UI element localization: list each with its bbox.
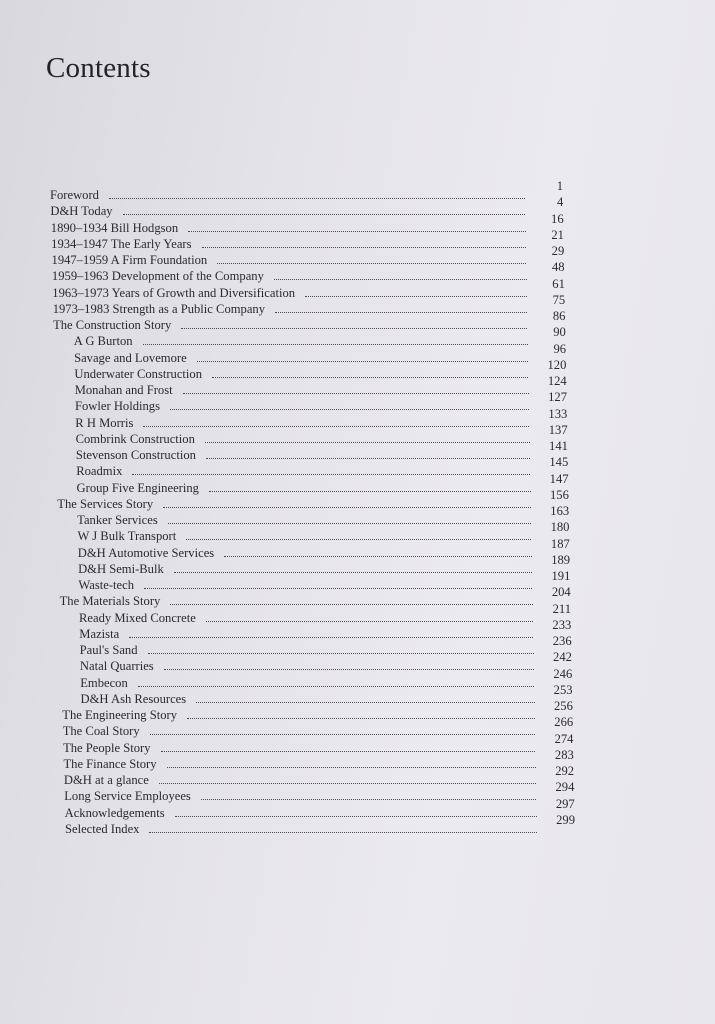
toc-entry [51, 236, 526, 252]
toc-entry-title: Paul's Sand [79, 643, 138, 657]
toc-page-number: 246 [553, 666, 573, 681]
toc-entry-title: A G Burton [73, 334, 133, 349]
toc-entry [80, 675, 534, 691]
toc-leader-dots [164, 669, 534, 670]
toc-page-number: 233 [552, 617, 572, 632]
toc-entry [74, 350, 528, 366]
toc-leader-dots [148, 653, 534, 654]
toc-leader-dots [144, 588, 532, 589]
toc-entry [74, 366, 528, 382]
toc-entry [81, 691, 535, 707]
toc-page-number: 242 [553, 650, 572, 665]
toc-page-number: 236 [552, 634, 572, 648]
toc-entry-title: The People Story [63, 740, 151, 755]
toc-entry-title: The Services Story [57, 496, 154, 511]
toc-entry-title: 1973–1983 Strength as a Public Company [52, 301, 266, 316]
toc-entry-title: D&H at a glance [63, 773, 149, 787]
toc-leader-dots [167, 767, 536, 768]
toc-entry-title: Roadmix [76, 464, 123, 479]
toc-leader-dots [150, 734, 536, 735]
toc-page-number: 147 [549, 471, 569, 486]
toc-leader-dots [196, 702, 534, 703]
toc-entry [75, 415, 529, 431]
toc-page-number: 189 [551, 552, 571, 567]
toc-entry-title: The Construction Story [53, 318, 172, 332]
toc-entry [77, 512, 531, 528]
toc-page-number: 163 [550, 504, 570, 518]
toc-entry [77, 480, 531, 496]
toc-leader-dots [209, 491, 531, 492]
toc-entry-title: Selected Index [65, 821, 140, 836]
toc-leader-dots [175, 816, 537, 817]
toc-leader-dots [168, 523, 531, 524]
toc-page-number: 48 [551, 260, 565, 275]
toc-entry-title: W J Bulk Transport [77, 529, 177, 544]
toc-entry-title: Tanker Services [77, 513, 158, 527]
toc-entry [80, 658, 534, 674]
toc-entry-title: D&H Automotive Services [77, 545, 215, 560]
toc-page-number: 297 [555, 796, 575, 811]
toc-leader-dots [181, 328, 527, 329]
toc-page-number: 253 [553, 682, 573, 697]
toc-entry [52, 252, 527, 268]
toc-page-number: 86 [552, 309, 566, 323]
toc-entry-title: Waste-tech [78, 578, 135, 592]
toc-leader-dots [161, 751, 536, 752]
toc-entry [53, 317, 527, 333]
toc-page-number: 211 [552, 601, 571, 616]
toc-page-number: 124 [547, 374, 567, 388]
toc-leader-dots [174, 572, 532, 573]
toc-entry-title: Foreword [50, 188, 99, 202]
toc-entry [78, 561, 532, 577]
toc-entry-title: Monahan and Frost [74, 383, 173, 397]
page-title: Contents [46, 52, 151, 84]
toc-entry-title: 1890–1934 Bill Hodgson [50, 220, 179, 235]
toc-entry-title: Combrink Construction [75, 431, 195, 446]
toc-entry-title: The Engineering Story [62, 708, 178, 722]
toc-entry [75, 382, 529, 398]
toc-entry-title: Acknowledgements [64, 805, 165, 820]
toc-leader-dots [183, 393, 529, 394]
toc-page-number: 133 [548, 406, 568, 421]
toc-page-number: 1 [556, 179, 563, 193]
toc-page-number: 29 [551, 244, 565, 258]
toc-page-number: 187 [550, 536, 570, 551]
toc-page-number: 274 [554, 731, 574, 746]
toc-leader-dots [109, 198, 525, 199]
toc-entry-title: Mazista [79, 626, 120, 641]
toc-entry-title: R H Morris [75, 415, 134, 430]
toc-leader-dots [170, 604, 532, 605]
toc-leader-dots [186, 539, 531, 540]
toc-entry [50, 187, 525, 203]
toc-leader-dots [197, 361, 528, 362]
toc-leader-dots [187, 718, 535, 719]
toc-leader-dots [206, 621, 533, 622]
toc-leader-dots [149, 832, 537, 833]
toc-page-number: 141 [549, 439, 568, 453]
toc-entry [65, 821, 537, 837]
toc-leader-dots [159, 783, 536, 784]
toc-page-number: 180 [550, 520, 570, 535]
toc-entry [78, 545, 532, 561]
toc-page-number: 191 [551, 569, 571, 583]
toc-leader-dots [202, 247, 526, 248]
toc-entry-title: Long Service Employees [64, 789, 191, 804]
toc-page-number: 96 [553, 341, 567, 356]
toc-entry-title: The Finance Story [63, 756, 157, 771]
toc-entry-title: Stevenson Construction [75, 448, 196, 462]
toc-leader-dots [224, 556, 532, 557]
toc-page-number: 256 [553, 699, 573, 713]
toc-entry-title: Natal Quarries [79, 659, 154, 674]
toc-entry [77, 528, 531, 544]
toc-leader-dots [129, 637, 533, 638]
toc-leader-dots [217, 263, 526, 264]
toc-entry [64, 772, 536, 788]
toc-entry-title: Embecon [80, 675, 128, 690]
toc-entry [79, 610, 533, 626]
toc-entry [79, 626, 533, 642]
toc-entry [75, 398, 529, 414]
toc-entry-title: 1963–1973 Years of Growth and Diversification [52, 285, 296, 300]
toc-page-number: 292 [555, 764, 575, 778]
toc-entry [50, 203, 525, 219]
toc-leader-dots [275, 312, 527, 313]
toc-entry [78, 577, 532, 593]
toc-page-number: 283 [554, 747, 574, 762]
toc-entry [52, 285, 527, 301]
toc-leader-dots [212, 377, 528, 378]
toc-entry [52, 268, 527, 284]
toc-page-number: 4 [557, 195, 564, 210]
toc-page-number: 204 [551, 585, 571, 600]
toc-entry [76, 431, 530, 447]
toc-leader-dots [305, 296, 527, 297]
toc-entry [74, 333, 528, 349]
toc-entry-title: D&H Ash Resources [80, 691, 187, 706]
toc-page-number: 16 [551, 211, 564, 226]
toc-leader-dots [143, 426, 529, 427]
toc-page-number: 137 [548, 422, 568, 437]
toc-entry [80, 642, 534, 658]
toc-entry-title: D&H Semi-Bulk [78, 561, 164, 576]
toc-page-number: 156 [549, 487, 569, 502]
toc-page-number: 21 [551, 227, 564, 242]
toc-entry-title: Group Five Engineering [76, 480, 199, 495]
toc-entry-title: 1959–1963 Development of the Company [51, 269, 264, 284]
toc-leader-dots [143, 344, 528, 345]
toc-page-number: 120 [547, 357, 567, 372]
toc-entry-title: The Coal Story [62, 724, 140, 739]
toc-entry [63, 740, 535, 756]
toc-entry [57, 496, 531, 512]
toc-page-number: 294 [555, 780, 575, 795]
toc-entry-title: Savage and Lovemore [74, 350, 187, 365]
toc-leader-dots [188, 231, 525, 232]
toc-leader-dots [132, 474, 530, 475]
toc-leader-dots [206, 458, 530, 459]
toc-entry [60, 593, 533, 609]
toc-entry [65, 805, 537, 821]
toc-entry-title: Ready Mixed Concrete [79, 610, 196, 625]
toc-entry [76, 447, 530, 463]
toc-page-number: 61 [552, 276, 565, 291]
toc-page-number: 90 [553, 325, 566, 340]
toc-page-number: 145 [549, 455, 569, 470]
toc-leader-dots [123, 214, 526, 215]
toc-entry [64, 788, 536, 804]
toc-entry [51, 220, 526, 236]
toc-entry [53, 301, 527, 317]
toc-entry-title: Underwater Construction [74, 366, 203, 381]
toc-leader-dots [274, 279, 527, 280]
toc-entry [62, 707, 535, 723]
toc-entry-title: Fowler Holdings [75, 399, 161, 414]
toc-entry-title: 1947–1959 A Firm Foundation [51, 253, 208, 267]
toc-leader-dots [205, 442, 530, 443]
toc-entry-title: 1934–1947 The Early Years [51, 236, 192, 251]
toc-page-number: 299 [556, 812, 575, 827]
toc-page-number: 266 [554, 715, 574, 730]
toc-leader-dots [138, 686, 534, 687]
toc-page-number: 75 [552, 292, 566, 307]
toc-entry [63, 723, 535, 739]
toc-page-number: 127 [548, 390, 567, 405]
toc-entry [63, 756, 535, 772]
toc-leader-dots [201, 799, 537, 800]
toc-entry-title: D&H Today [50, 204, 113, 219]
toc-leader-dots [163, 507, 531, 508]
toc-entry [76, 463, 530, 479]
toc-entry-title: The Materials Story [59, 594, 161, 609]
toc-leader-dots [170, 409, 529, 410]
